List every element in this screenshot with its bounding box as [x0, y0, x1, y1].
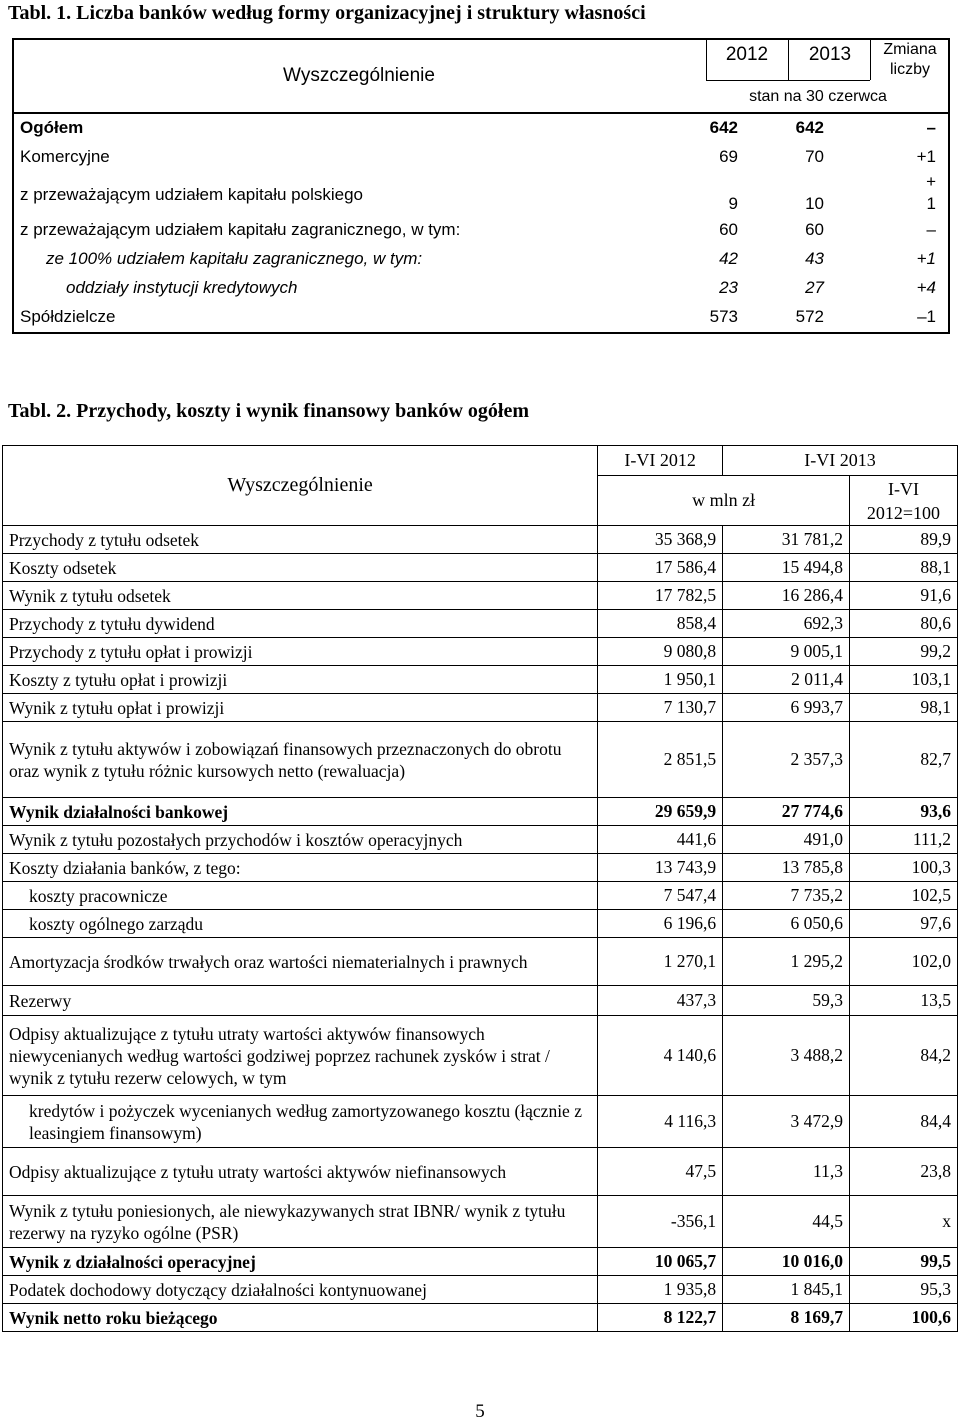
table1-header-2012: 2012	[725, 44, 769, 65]
value-index: 93,6	[849, 798, 957, 826]
row-label: z przeważającym udziałem kapitału polskiego	[20, 185, 363, 204]
table1	[12, 38, 950, 334]
row-label: Spółdzielcze	[20, 307, 116, 326]
table-row	[3, 1276, 958, 1304]
value-2012: 60	[719, 220, 738, 239]
table-row	[3, 910, 958, 938]
row-label: Odpisy aktualizujące z tytułu utraty wartości aktywów niefinansowych	[3, 1148, 598, 1196]
row-label: Podatek dochodowy dotyczący działalności kontynuowanej	[3, 1276, 598, 1304]
value-2013: 642	[795, 118, 824, 137]
table-row	[3, 882, 958, 910]
table2-header-index-text: I-VI 2012=100	[866, 478, 941, 523]
value-index: 102,5	[849, 882, 957, 910]
table-row	[3, 666, 958, 694]
value-2012: 437,3	[598, 986, 723, 1016]
value-2013: 31 781,2	[723, 526, 850, 554]
row-label: Koszty działania banków, z tego:	[3, 854, 598, 882]
row-label: oddziały instytucji kredytowych	[66, 278, 298, 297]
row-label: ze 100% udziałem kapitału zagranicznego, w tym:	[46, 249, 423, 268]
value-index: x	[849, 1196, 957, 1248]
value-2012: 42	[719, 249, 738, 268]
value-2012: 1 950,1	[598, 666, 723, 694]
table2	[2, 445, 958, 1332]
value-index: 100,6	[849, 1304, 957, 1332]
table-row	[3, 554, 958, 582]
table-row	[3, 826, 958, 854]
table-row	[3, 1096, 958, 1148]
table1-row	[14, 245, 948, 274]
table2-header-index	[849, 476, 957, 526]
value-2013: 13 785,8	[723, 854, 850, 882]
row-label: Wynik działalności bankowej	[3, 798, 598, 826]
row-label: Wynik z tytułu opłat i prowizji	[3, 694, 598, 722]
table-row	[3, 1248, 958, 1276]
value-2013: 491,0	[723, 826, 850, 854]
table1-divider	[706, 80, 870, 81]
table1-header-2013: 2013	[808, 44, 852, 65]
value-2012: 6 196,6	[598, 910, 723, 938]
value-2012: 8 122,7	[598, 1304, 723, 1332]
row-label: z przeważającym udziałem kapitału zagranicznego, w tym:	[20, 220, 461, 239]
table-row	[3, 1148, 958, 1196]
table-row	[3, 1196, 958, 1248]
value-2012: 17 782,5	[598, 582, 723, 610]
table1-row	[14, 274, 948, 303]
value-change-sign: +	[926, 172, 936, 191]
table1-header	[14, 40, 948, 114]
row-label: Wynik z tytułu aktywów i zobowiązań finansowych przeznaczonych do obrotu oraz wynik z tytułu różnic kursowych netto (rewaluacja)	[3, 722, 598, 798]
value-index: 97,6	[849, 910, 957, 938]
row-label: koszty ogólnego zarządu	[3, 910, 598, 938]
table-row	[3, 610, 958, 638]
row-label: Komercyjne	[20, 147, 110, 166]
value-2012: 47,5	[598, 1148, 723, 1196]
table2-header-2012: I-VI 2012	[598, 446, 723, 476]
row-label: Koszty z tytułu opłat i prowizji	[3, 666, 598, 694]
value-2013: 2 011,4	[723, 666, 850, 694]
row-label: Wynik z tytułu pozostałych przychodów i kosztów operacyjnych	[3, 826, 598, 854]
value-2012: 441,6	[598, 826, 723, 854]
value-2012: 7 130,7	[598, 694, 723, 722]
row-label: Ogółem	[20, 118, 84, 137]
value-2013: 44,5	[723, 1196, 850, 1248]
table-row	[3, 694, 958, 722]
table-row	[3, 526, 958, 554]
row-label: Wynik netto roku bieżącego	[3, 1304, 598, 1332]
row-label: Przychody z tytułu opłat i prowizji	[3, 638, 598, 666]
row-label: kredytów i pożyczek wycenianych według zamortyzowanego kosztu (łącznie z leasingiem finansowym)	[3, 1096, 598, 1148]
value-2013: 60	[805, 220, 824, 239]
row-label: Odpisy aktualizujące z tytułu utraty wartości aktywów finansowych niewycenianych według wartości godziwej poprzez rachunek zysków i strat / wynik z tytułu rezerw celowych, w tym	[3, 1016, 598, 1096]
table1-caption: Tabl. 1. Liczba banków według formy organizacyjnej i struktury własności	[8, 2, 646, 24]
value-2012: 2 851,5	[598, 722, 723, 798]
value-index: 111,2	[849, 826, 957, 854]
value-index: 102,0	[849, 938, 957, 986]
value-2013: 7 735,2	[723, 882, 850, 910]
value-index: 89,9	[849, 526, 957, 554]
table-row	[3, 1016, 958, 1096]
table-row	[3, 938, 958, 986]
table2-header-label: Wyszczególnienie	[3, 446, 598, 526]
table-row	[3, 638, 958, 666]
table-row	[3, 854, 958, 882]
value-2013: 6 993,7	[723, 694, 850, 722]
value-change: –1	[917, 307, 936, 326]
table-row	[3, 798, 958, 826]
value-2013: 9 005,1	[723, 638, 850, 666]
value-2013: 572	[795, 307, 824, 326]
value-2013: 70	[805, 147, 824, 166]
table1-divider	[706, 40, 707, 80]
value-2013: 1 295,2	[723, 938, 850, 986]
value-2012: 4 116,3	[598, 1096, 723, 1148]
value-index: 84,4	[849, 1096, 957, 1148]
table2-body	[3, 526, 958, 1332]
value-2013: 8 169,7	[723, 1304, 850, 1332]
value-index: 13,5	[849, 986, 957, 1016]
value-2013: 3 488,2	[723, 1016, 850, 1096]
value-2012: 69	[719, 147, 738, 166]
value-2013: 15 494,8	[723, 554, 850, 582]
value-2013: 59,3	[723, 986, 850, 1016]
row-label: koszty pracownicze	[3, 882, 598, 910]
row-label: Przychody z tytułu odsetek	[3, 526, 598, 554]
value-2013: 43	[805, 249, 824, 268]
value-2013: 27	[805, 278, 824, 297]
value-index: 95,3	[849, 1276, 957, 1304]
value-change: 1	[926, 194, 936, 213]
value-index: 80,6	[849, 610, 957, 638]
value-2012: 35 368,9	[598, 526, 723, 554]
value-index: 91,6	[849, 582, 957, 610]
value-2012: 7 547,4	[598, 882, 723, 910]
value-2012: 1 270,1	[598, 938, 723, 986]
row-label: Przychody z tytułu dywidend	[3, 610, 598, 638]
row-label: Wynik z działalności operacyjnej	[3, 1248, 598, 1276]
value-2013: 10 016,0	[723, 1248, 850, 1276]
table2-header-unit: w mln zł	[598, 476, 850, 526]
value-index: 88,1	[849, 554, 957, 582]
value-2012: 9 080,8	[598, 638, 723, 666]
value-2013: 16 286,4	[723, 582, 850, 610]
value-index: 99,2	[849, 638, 957, 666]
row-label: Amortyzacja środków trwałych oraz wartości niematerialnych i prawnych	[3, 938, 598, 986]
value-index: 82,7	[849, 722, 957, 798]
value-2013: 27 774,6	[723, 798, 850, 826]
table1-row	[14, 114, 948, 143]
table2-caption: Tabl. 2. Przychody, koszty i wynik finansowy banków ogółem	[8, 400, 530, 422]
value-2012: 9	[728, 194, 738, 213]
value-2013: 2 357,3	[723, 722, 850, 798]
table-row	[3, 1304, 958, 1332]
value-2012: 573	[709, 307, 738, 326]
table1-header-change: Zmiana liczby	[883, 41, 937, 78]
value-2013: 10	[805, 194, 824, 213]
table2-header-2013: I-VI 2013	[723, 446, 958, 476]
table1-header-date-note: stan na 30 czerwca	[749, 88, 887, 105]
value-2012: 23	[719, 278, 738, 297]
value-index: 98,1	[849, 694, 957, 722]
value-change: +4	[916, 278, 936, 297]
value-2013: 6 050,6	[723, 910, 850, 938]
row-label: Rezerwy	[3, 986, 598, 1016]
value-2012: 1 935,8	[598, 1276, 723, 1304]
row-label: Koszty odsetek	[3, 554, 598, 582]
table-row	[3, 986, 958, 1016]
row-label: Wynik z tytułu odsetek	[3, 582, 598, 610]
value-2012: 29 659,9	[598, 798, 723, 826]
table-row	[3, 722, 958, 798]
page-number: 5	[475, 1401, 485, 1422]
value-2013: 3 472,9	[723, 1096, 850, 1148]
value-index: 84,2	[849, 1016, 957, 1096]
table-row	[3, 582, 958, 610]
row-label: Wynik z tytułu poniesionych, ale niewykazywanych strat IBNR/ wynik z tytułu rezerwy na ryzyko ogólne (PSR)	[3, 1196, 598, 1248]
value-2013: 11,3	[723, 1148, 850, 1196]
value-index: 100,3	[849, 854, 957, 882]
table1-row	[14, 216, 948, 245]
value-2013: 1 845,1	[723, 1276, 850, 1304]
value-index: 99,5	[849, 1248, 957, 1276]
value-2012: 642	[709, 118, 738, 137]
value-2012: 13 743,9	[598, 854, 723, 882]
value-change: +1	[916, 147, 936, 166]
value-index: 103,1	[849, 666, 957, 694]
value-change: +1	[916, 249, 936, 268]
value-2012: 858,4	[598, 610, 723, 638]
table1-row	[14, 143, 948, 172]
value-2012: 10 065,7	[598, 1248, 723, 1276]
value-2012: -356,1	[598, 1196, 723, 1248]
value-index: 23,8	[849, 1148, 957, 1196]
table1-row	[14, 303, 948, 332]
table1-row	[14, 172, 948, 216]
value-2012: 17 586,4	[598, 554, 723, 582]
table1-header-label: Wyszczególnienie	[283, 65, 435, 86]
value-change: –	[926, 118, 936, 137]
value-2013: 692,3	[723, 610, 850, 638]
value-change: –	[926, 220, 936, 239]
table2-header-row	[3, 446, 958, 476]
value-2012: 4 140,6	[598, 1016, 723, 1096]
